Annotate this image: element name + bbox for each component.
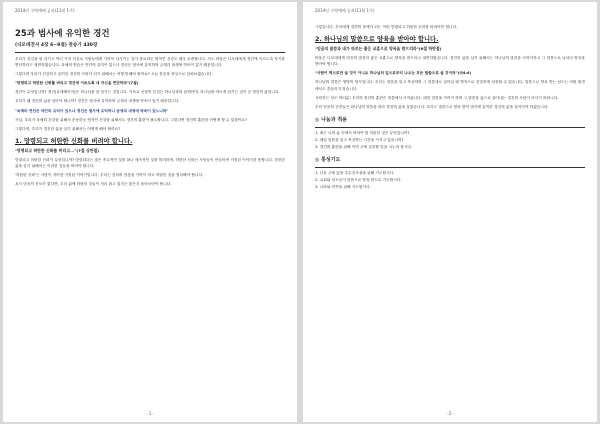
section-divider bbox=[315, 127, 585, 128]
paragraph: 망령되고 허탄한 신화가 무엇입니까? 망령되다는 말은 종교적인 것을 떠나 세속적인 것을 의미하며, 허탄한 신화는 사람들이 만들어낸 거짓된 이야기를 뜻합니다. 경건한 삶을 살기 위해서는 이러한 것들을 버려야 합니다. bbox=[15, 157, 285, 169]
paragraph: 그렇다면 우리가 건강하고 유익한 경건의 사람이 되기 위해서는 어떻게 해야 할까요? 오늘 본문을 중심으로 살펴보겠습니다. bbox=[15, 72, 213, 77]
prayer-item: 2. 교회와 성도들이 말씀으로 양육 받도록 기도합시다. bbox=[315, 178, 402, 183]
application-item: 2. 매일 말씀을 읽고 묵상하는 시간을 가지고 있습니까? bbox=[315, 137, 404, 142]
running-header: 2014년 구역예배 공과(11월 1주) bbox=[15, 8, 75, 13]
section-quote: "망령되고 허탄한 신화를 버리고..."(7절 상반절) bbox=[15, 147, 100, 153]
paragraph: 경건이 무엇입니까? 경건(유세베이아)은 하나님을 잘 섬기는 것입니다. 기독교 신앙의 본질은 하나님과의 관계이며, 하나님을 바르게 섬기는 것이 곧 경건의 삶입니다. bbox=[15, 90, 280, 95]
title-divider bbox=[15, 52, 285, 53]
section-heading-1: 1. 망령되고 허탄한 신화를 버려야 합니다. bbox=[15, 137, 133, 145]
prayer-heading: ◎ 통성기도 bbox=[315, 157, 341, 164]
paragraph: 우리가 왜 경건의 삶을 살아야 합니까? 경건은 범사에 유익하며 금생과 내생에 약속이 있기 때문입니다. bbox=[15, 99, 180, 104]
quote-text: "육체의 연단은 약간의 유익이 있으나 경건은 범사에 유익하니 금생과 내생에 약속이 있느니라" bbox=[15, 108, 169, 113]
running-header: 2014년 구역예배 공과(11월 1주) bbox=[315, 8, 375, 13]
quote bbox=[315, 70, 585, 76]
quote bbox=[15, 108, 285, 114]
prayer-item: 3. 나라와 민족을 위해 기도합시다. bbox=[315, 185, 371, 190]
quote-text: "사람이 떡으로만 살 것이 아니요 하나님의 입으로부터 나오는 모든 말씀으로 살 것이라"(마4:4) bbox=[315, 71, 472, 76]
paragraph: 바울은 디모데에게 믿음의 말씀과 좋은 교훈으로 양육을 받으라고 권면하였습니다. 경건한 삶을 살기 위해서는 하나님의 말씀을 가까이하고 그 말씀으로 날마다 양육을 받아야 합니다. bbox=[315, 56, 585, 67]
paragraph: 하나님의 말씀은 생명의 양식입니다. 우리는 말씀을 읽고 묵상하며 그 말씀대로 살아갈 때 영적으로 건강하게 성장할 수 있습니다. 말씀으로 양육 받는 성도는 어떤 환경에서도 흔들리지 않습니다. bbox=[315, 80, 585, 91]
quote-text: "망령되고 허탄한 신화를 버리고 경건에 이르도록 네 자신을 연단하라"(7절) bbox=[15, 81, 139, 86]
paragraph: 우리 믿음의 선진들은 하나님의 말씀을 따라 경건의 삶을 살았습니다. 우리도 말씀으로 양육 받아 범사에 유익한 경건의 삶을 살아가야 하겠습니다. bbox=[315, 104, 549, 109]
section-divider bbox=[315, 167, 585, 168]
paragraph: 사랑하는 성도 여러분! 우리의 경건의 훈련은 말씀에서 시작됩니다. 매일 말씀을 가까이 하며 그 말씀을 삶으로 살아내는 경건의 사람이 되시기 바랍니다. bbox=[315, 95, 559, 100]
paragraph: 그렇다면, 우리가 경건한 삶을 살기 위해서는 어떻게 해야 할까요? bbox=[15, 126, 121, 131]
page-number: - 2 - bbox=[446, 411, 454, 416]
page-1 bbox=[3, 2, 297, 422]
prayer-item: 1. 다음 주에 있을 추수감사절을 위해 기도합시다. bbox=[315, 171, 395, 176]
section-heading-2: 2. 하나님의 말씀으로 양육을 받아야 합니다. bbox=[315, 36, 439, 44]
section-quote: "믿음의 말씀과 네가 따르는 좋은 교훈으로 양육을 받으리라"(6절 하반절) bbox=[315, 46, 442, 52]
paragraph: 그렇습니다. 우리에게 경건의 장애가 되는 이런 망령되고 허탄한 신화를 버려야만 합니다. bbox=[315, 25, 458, 29]
quote bbox=[15, 80, 285, 86]
lesson-title: 25과 범사에 유익한 경건 bbox=[15, 29, 110, 39]
application-heading: ◎ 나눔과 적용 bbox=[315, 116, 347, 123]
application-item: 3. 경건의 훈련을 위해 이번 주에 실천할 일을 나누어 봅시다. bbox=[315, 145, 413, 150]
page-2 bbox=[303, 2, 597, 422]
paragraph: '허탄한 신화'는 사람이 지어낸 거짓된 이야기입니다. 우리는 진리의 말씀을 가까이 하고 허탄한 것을 멀리해야 합니다. bbox=[15, 173, 204, 178]
page-number: - 1 - bbox=[146, 411, 154, 416]
application-item: 1. 최근 나의 삶 속에서 버려야 할 허탄한 것은 무엇입니까? bbox=[315, 130, 410, 135]
scripture-reference: (디모데전서 4장 6~9절) 찬송가 430장 bbox=[15, 43, 98, 48]
paragraph: 우리가 건강을 잘 지키고 여러 가지 이유로 사람들에게 가까이 다가가는 일이 중요하듯 영적인 건강도 매우 소중합니다. 사도 바울은 디모데에게 경건에 이르도록 자기를 연단하라고 권면하였습니다. 육체의 연습은 약간의 유익이 있으나 경건은 범사에 유익하며 금생과 내생에 약속이 있기 때문입니다. bbox=[15, 57, 285, 68]
paragraph: 사실, 우리가 육체의 건강을 위해서 운동하듯 영적인 건강을 위해서도 경건의 훈련이 필요합니다. 그렇다면 경건의 훈련을 어떻게 할 수 있을까요? bbox=[15, 117, 247, 122]
paragraph: 혹시 믿음의 진보가 없다면, 우리 삶에 허탄한 것들이 자리 잡고 있지는 않은지 돌아보아야 합니다. bbox=[15, 182, 172, 187]
